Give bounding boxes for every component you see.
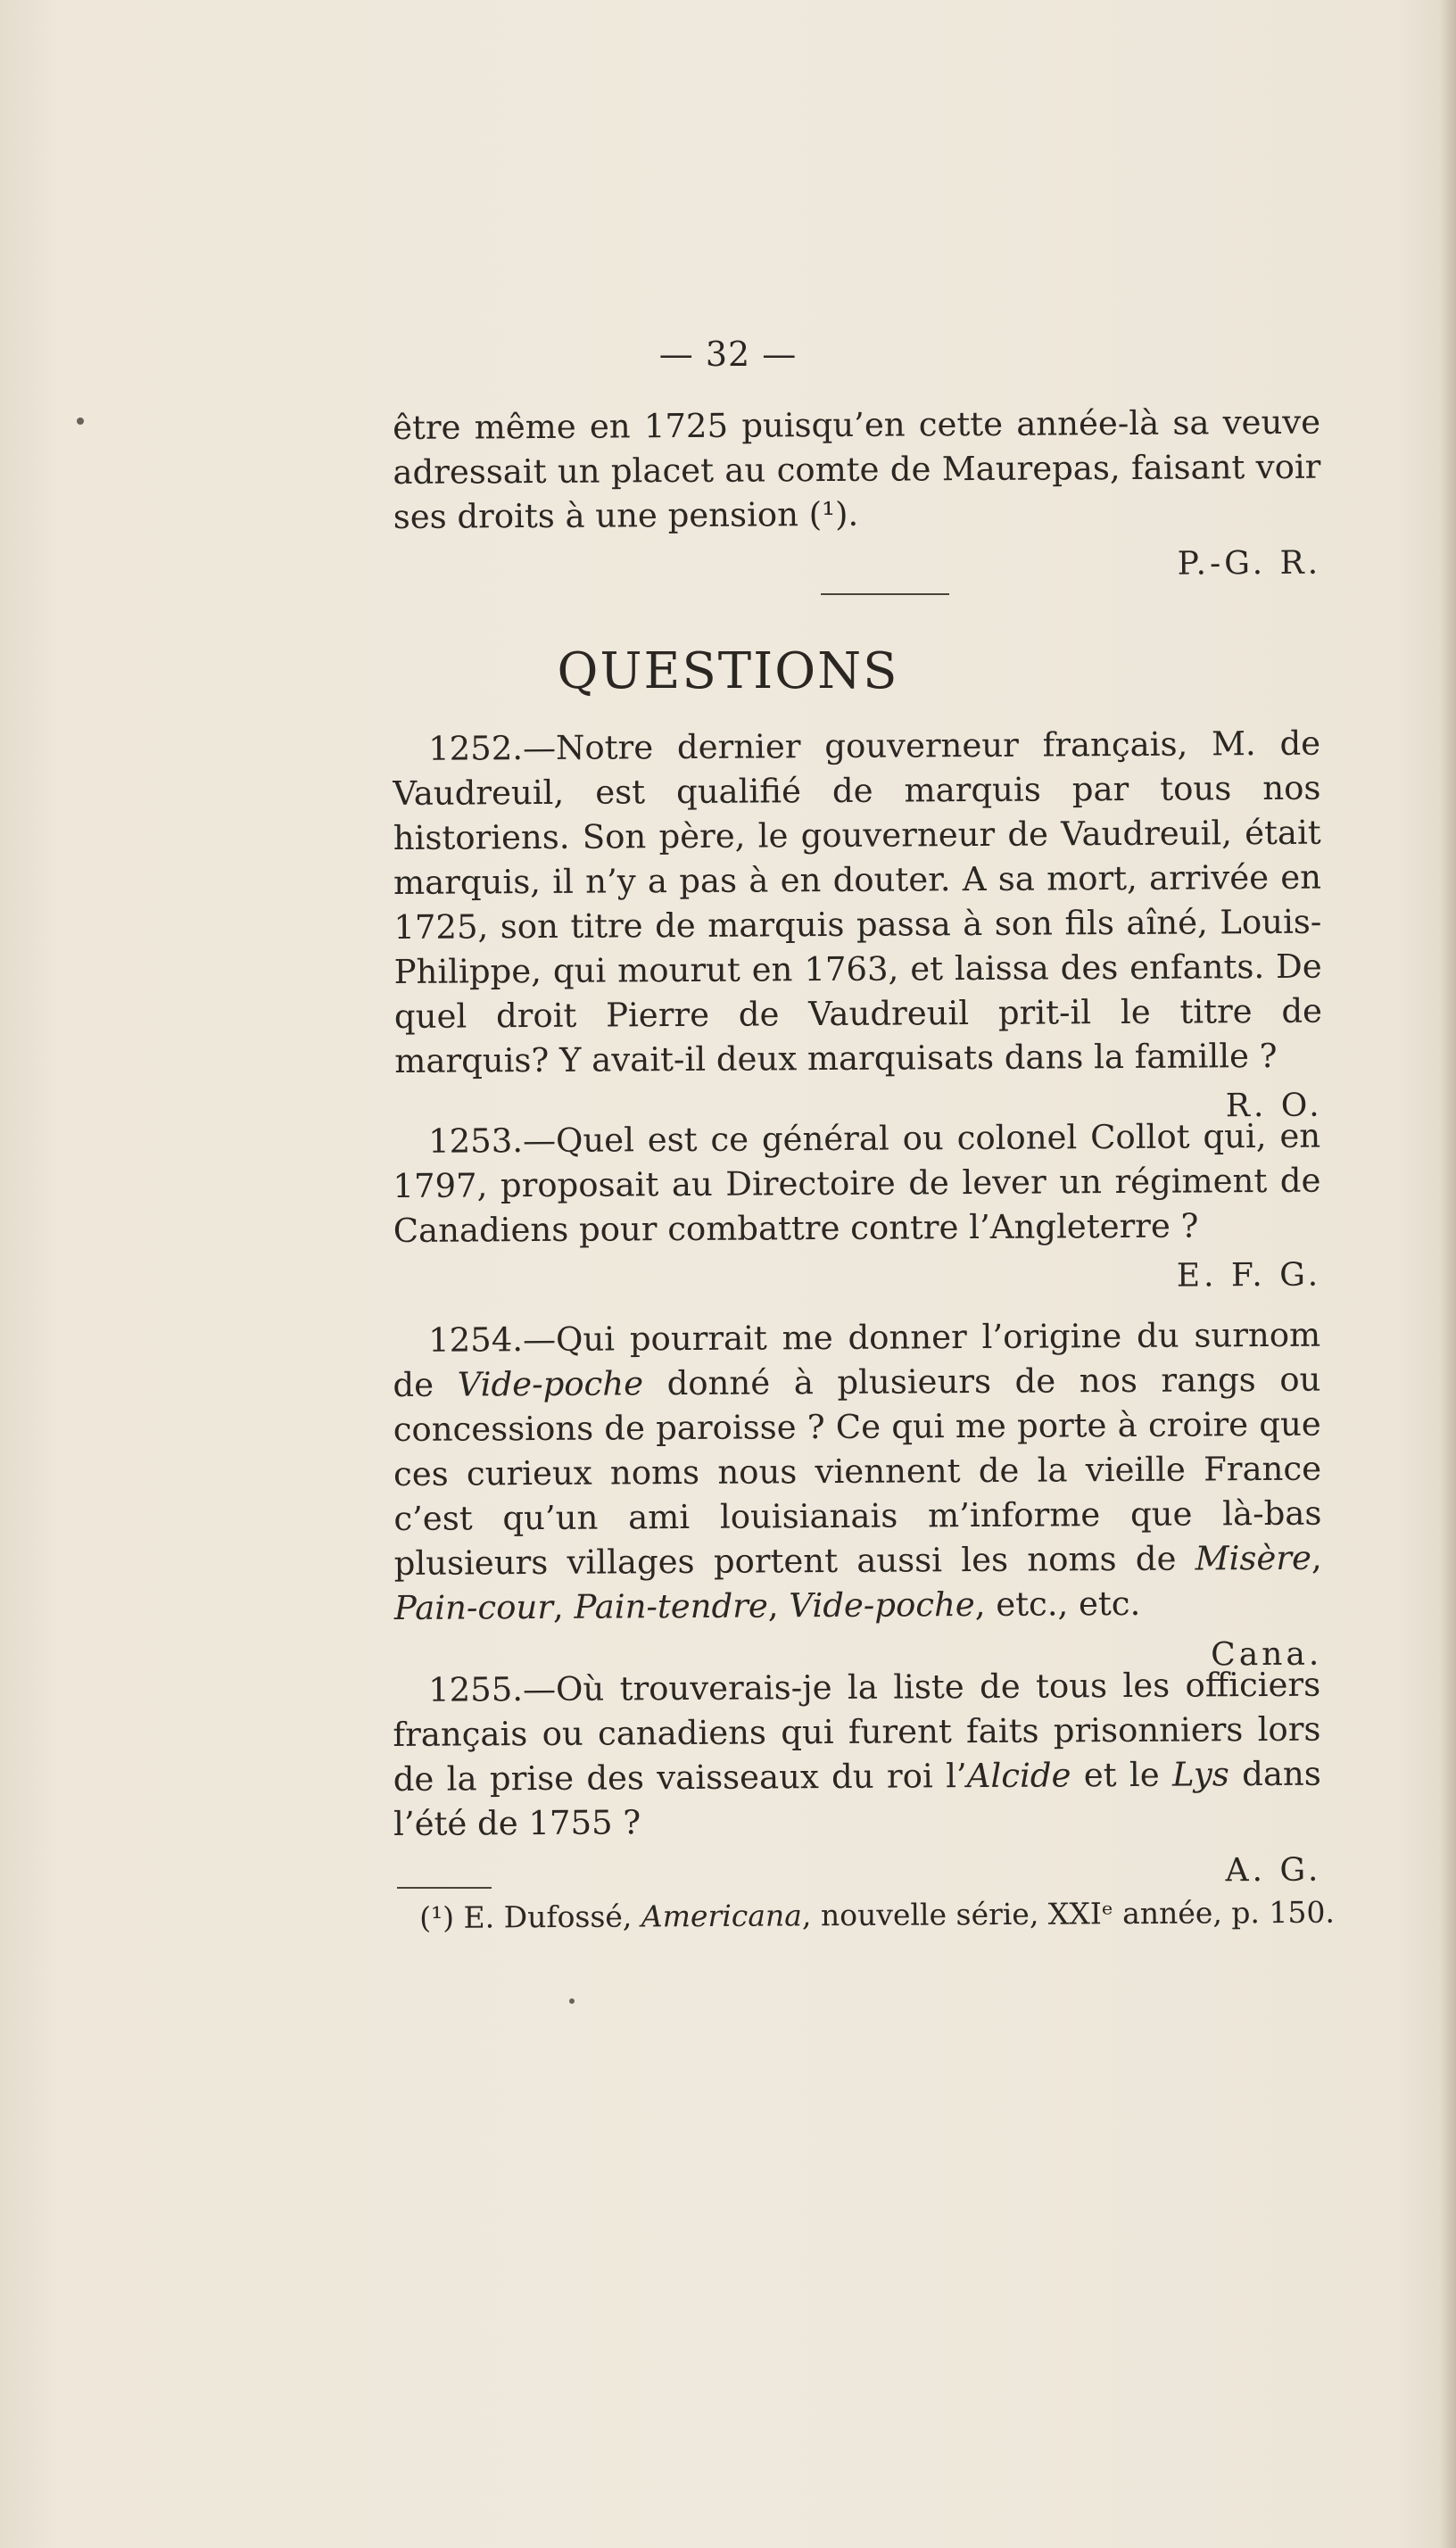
text-run: 1255.—Où trouverais-je la liste de tous les officiers français ou canadiens qui furent faits prisonniers lors de la prise des vaisseaux du roi l’ [393, 1665, 1321, 1799]
italic-term: Misère [1195, 1538, 1312, 1578]
text-run: 1254.—Qui pourrait me donner l’origine du surnom de [393, 1315, 1321, 1404]
italic-term: Vide-poche [789, 1585, 975, 1626]
question-signature: Cana. [1211, 1635, 1323, 1674]
question-text [393, 1663, 1321, 1847]
section-divider [821, 593, 949, 595]
italic-term: Pain-cour [393, 1587, 554, 1627]
italic-term: Alcide [966, 1756, 1071, 1796]
italic-term: Pain-tendre [574, 1586, 768, 1626]
intro-paragraph [393, 401, 1321, 540]
text-run: dans l’été de 1755 ? [393, 1754, 1321, 1843]
intro-text: être même en 1725 puisqu’en cette année-là sa veuve adressait un placet au comte de Maurepas, faisant voir ses droits à une pension [393, 402, 1321, 536]
footnote [419, 1895, 1335, 1936]
footnote-rest: , nouvelle série, XXIᵉ année, p. 150. [801, 1894, 1336, 1933]
question-text: 1252.—Notre dernier gouverneur français, M. de Vaudreuil, est qualifié de marquis par tous nos historiens. Son père, le gouverneur de Vaudreuil, était marquis, il n’y a pas à en douter. A sa mort, arrivée en 1725, son titre de marquis passa à son fils aîné, Louis-Philippe, qui mourut en 1763, et laissa des enfants. De quel droit Pierre de Vaudreuil prit-il le titre de marquis? Y avait-il deux marquisats dans la famille ? [393, 724, 1323, 1080]
italic-term: Lys [1171, 1755, 1229, 1794]
question-1253 [393, 1114, 1321, 1303]
text-run: et le [1071, 1755, 1173, 1795]
text-run: , [767, 1586, 790, 1626]
text-run: , etc., etc. [974, 1584, 1141, 1625]
text-run: , [1311, 1538, 1322, 1577]
intro-signature: P.-G. R. [1177, 544, 1322, 583]
question-1255 [393, 1663, 1322, 1899]
intro-section [393, 401, 1321, 592]
footnote-title: Americana [641, 1898, 803, 1934]
text-run: donné à plusieurs de nos rangs ou concessions de paroisse ? Ce qui me porte à croire que ces curieux noms nous viennent de la vieille France c’est qu’un ami louisianais m’informe que là-bas plusieurs villages portent aussi les noms de [393, 1360, 1322, 1583]
footnote-author: E. Dufossé, [453, 1899, 641, 1935]
question-signature: E. F. G. [1176, 1256, 1322, 1295]
question-1254 [393, 1313, 1322, 1683]
question-signature: R. O. [1225, 1087, 1323, 1125]
page-edge-shadow [1440, 0, 1456, 2548]
footnote-reference: (¹). [808, 494, 859, 534]
question-text: 1253.—Quel est ce général ou colonel Collot qui, en 1797, proposait au Directoire de lever un régiment de Canadiens pour combattre contre l’Angleterre ? [393, 1116, 1321, 1250]
stray-mark [569, 1998, 575, 2004]
question-text [393, 1313, 1322, 1631]
text-run: , [552, 1587, 575, 1626]
question-1252 [393, 722, 1323, 1134]
question-signature: A. G. [1225, 1851, 1322, 1890]
stray-mark [77, 418, 84, 425]
section-heading: QUESTIONS [557, 642, 899, 700]
footnote-marker: (¹) [419, 1899, 455, 1935]
footnote-divider [397, 1887, 492, 1889]
italic-term: Vide-poche [457, 1364, 644, 1404]
page-number: — 32 — [658, 335, 798, 374]
